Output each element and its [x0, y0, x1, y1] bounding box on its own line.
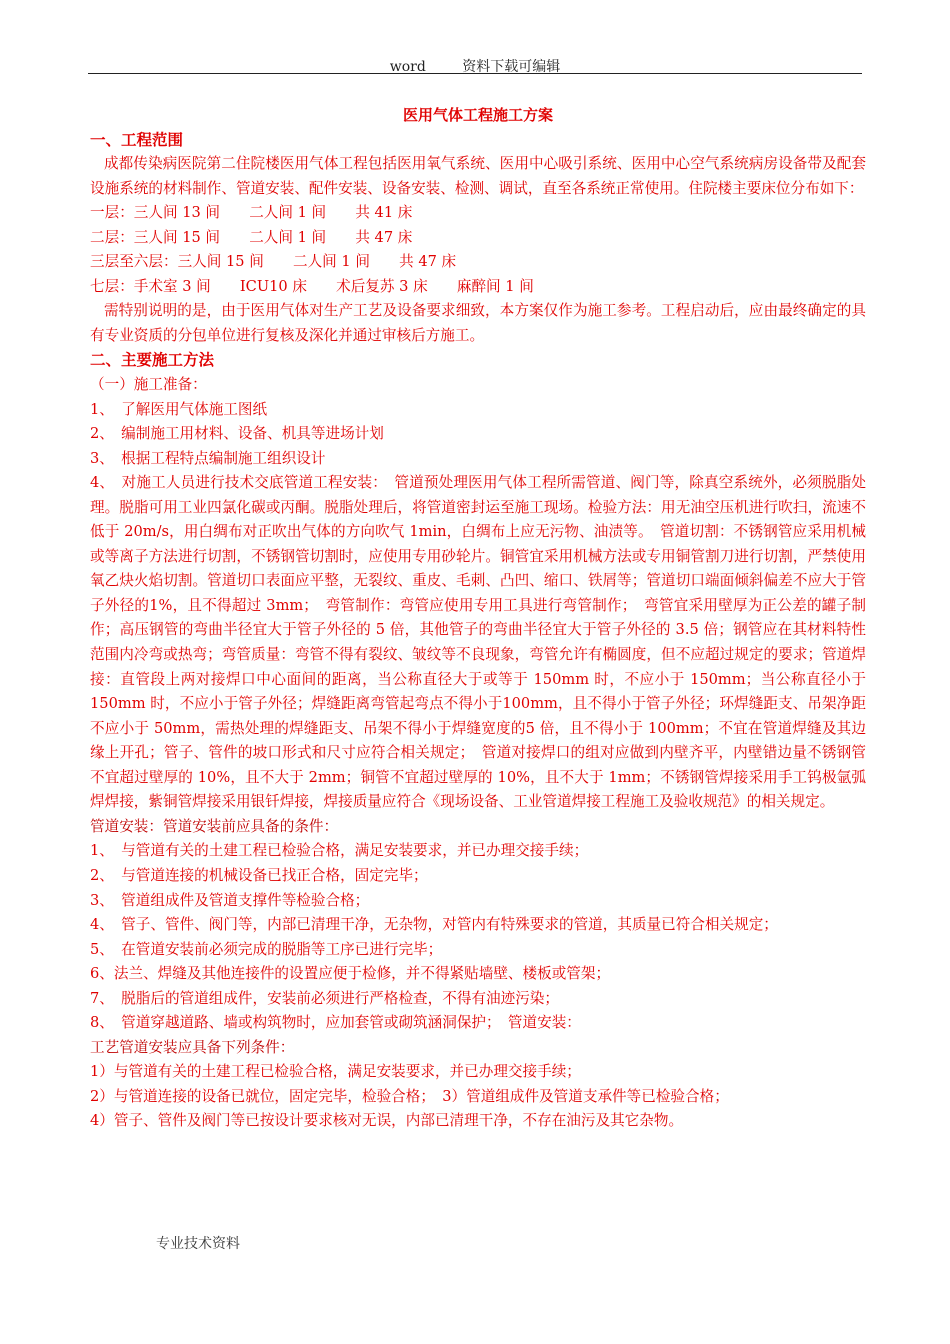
process-item: 1）与管道有关的土建工程已检验合格，满足安装要求，并已办理交接手续；: [90, 1063, 581, 1081]
floor-line: 一层：三人间 13 间 二人间 1 间 共 41 床: [90, 204, 413, 222]
floor-line: 三层至六层：三人间 15 间 二人间 1 间 共 47 床: [90, 253, 457, 271]
subsection-heading: （一）施工准备：: [90, 376, 207, 394]
install-heading: 管道安装：管道安装前应具备的条件：: [90, 817, 339, 835]
install-item: 8、 管道穿越道路、墙或构筑物时，应加套管或砌筑涵洞保护； 管道安装：: [90, 1014, 581, 1032]
header-word: word: [389, 59, 426, 75]
process-item: 2）与管道连接的设备已就位，固定完毕，检验合格； 3）管道组成件及管道支承件等已检验合格；: [90, 1087, 729, 1105]
install-item: 6、法兰、焊缝及其他连接件的设置应便于检修，并不得紧贴墙壁、楼板或管架；: [90, 965, 611, 983]
install-item: 1、 与管道有关的土建工程已检验合格，满足安装要求，并已办理交接手续；: [90, 842, 589, 860]
install-item: 2、 与管道连接的机械设备已找正合格，固定完毕；: [90, 866, 428, 884]
page-footer: 专业技术资料: [156, 1236, 240, 1252]
floor-line: 二层：三人间 15 间 二人间 1 间 共 47 床: [90, 228, 413, 246]
section-heading-methods: 二、主要施工方法: [90, 350, 215, 370]
floor-line: 七层：手术室 3 间 ICU10 床 术后复苏 3 床 麻醉间 1 间: [90, 277, 534, 295]
process-item: 4）管子、管件及阀门等已按设计要求核对无误，内部已清理干净，不存在油污及其它杂物。: [90, 1112, 684, 1130]
prep-item-4: 4、 对施工人员进行技术交底管道工程安装： 管道预处理医用气体工程所需管道、阀门等，除真空系统外，必须脱脂处理。脱脂可用工业四氯化碳或丙酮。脱脂处理后，将管道密封运至施工现场。检验方法：用无油空压机进行吹扫，流速不低于 20m/s，用白绸布对正吹出气体的方向吹气 1min，白绸布上应无污物、油渍等。 管道切割：不锈钢管应采用机械或等离子方法进行切割，不锈钢管切割时，应使用专用砂轮片。铜管宜采用机械方法或专用铜管割刀进行切割，严禁使用氧乙炔火焰切割。管道切口表面应平整，无裂纹、重皮、毛刺、凸凹、缩口、铁屑等；管道切口端面倾斜偏差不应大于管子外径的1%，且不得超过 3mm； 弯管制作：弯管应使用专用工具进行弯管制作； 弯管宜采用壁厚为正公差的罐子制作；高压钢管的弯曲半径宜大于管子外径的 5 倍，其他管子的弯曲半径宜大于管子外径的 3.5 倍；钢管应在其材料特性范围内冷弯或热弯；弯管质量：弯管不得有裂纹、皱纹等不良现象，弯管允许有椭圆度，但不应超过规定的要求；管道焊接：直管段上两对接焊口中心面间的距离，当公称直径大于或等于 150mm 时，不应小于 150mm；当公称直径小于 150mm 时，不应小于管子外径；焊缝距离弯管起弯点不得小于100mm，且不得小于管子外径；环焊缝距支、吊架净距不应小于 50mm，需热处理的焊缝距支、吊架不得小于焊缝宽度的5 倍，且不得小于 100mm；不宜在管道焊缝及其边缘上开孔；管子、管件的坡口形式和尺寸应符合相关规定； 管道对接焊口的组对应做到内壁齐平，内壁错边量不锈钢管不宜超过壁厚的 10%，且不大于 2mm；铜管不宜超过壁厚的 10%，且不大于 1mm；不锈钢管焊接采用手工钨极氩弧焊焊接，紫铜管焊接采用银钎焊接，焊接质量应符合《现场设备、工业管道焊接工程施工及验收规范》的相关规定。: [90, 474, 866, 811]
header-rule: [88, 73, 862, 74]
prep-item: 2、 编制施工用材料、设备、机具等进场计划: [90, 425, 384, 443]
section-heading-scope: 一、工程范围: [90, 129, 184, 149]
install-item: 4、 管子、管件、阀门等，内部已清理干净，无杂物，对管内有特殊要求的管道，其质量已符合相关规定；: [90, 916, 778, 934]
document-body: [90, 103, 866, 1134]
scope-paragraph: 成都传染病医院第二住院楼医用气体工程包括医用氧气系统、医用中心吸引系统、医用中心空气系统病房设备带及配套设施系统的材料制作、管道安装、配件安装、设备安装、检测、调试，直至各系统正常使用。住院楼主要床位分布如下：: [90, 155, 866, 197]
prep-item: 3、 根据工程特点编制施工组织设计: [90, 449, 326, 467]
scope-note: 需特别说明的是，由于医用气体对生产工艺及设备要求细致，本方案仅作为施工参考。工程启动后，应由最终确定的具有专业资质的分包单位进行复核及深化并通过审核后方施工。: [90, 302, 866, 344]
process-heading: 工艺管道安装应具备下列条件：: [90, 1038, 295, 1056]
install-item: 5、 在管道安装前必须完成的脱脂等工序已进行完毕；: [90, 940, 443, 958]
install-item: 7、 脱脂后的管道组成件，安装前必须进行严格检查，不得有油迹污染；: [90, 989, 559, 1007]
install-item: 3、 管道组成件及管道支撑件等检验合格；: [90, 891, 370, 909]
document-title: 医用气体工程施工方案: [402, 106, 553, 124]
prep-item: 1、 了解医用气体施工图纸: [90, 400, 268, 418]
header-text: 资料下载可编辑: [462, 59, 561, 75]
